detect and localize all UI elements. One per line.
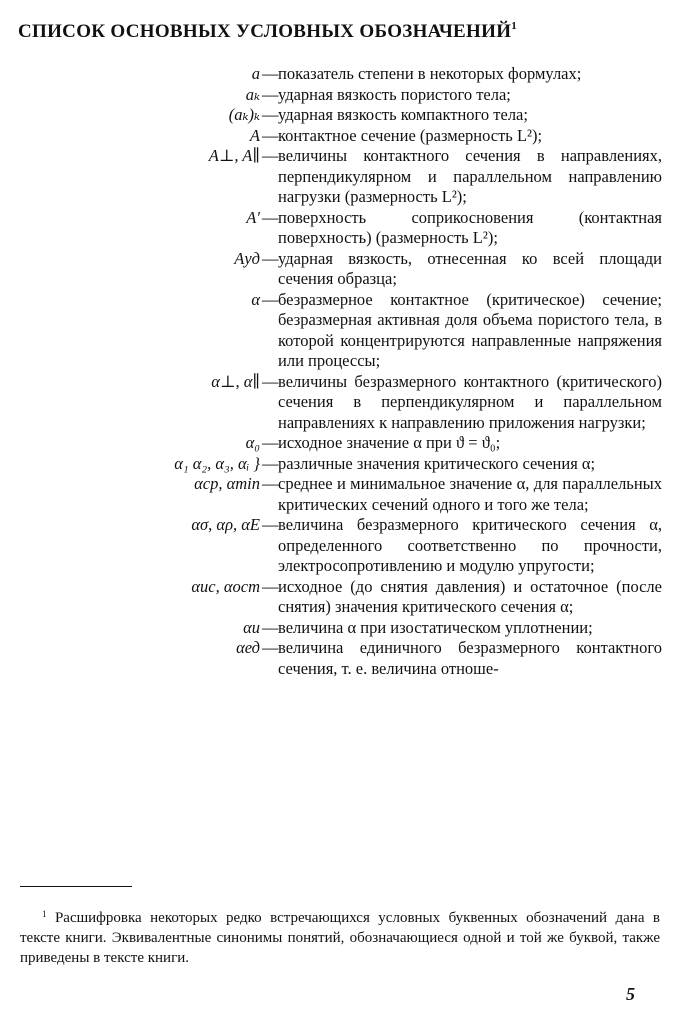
footnote-mark: 1: [42, 909, 47, 919]
entry-definition: величина безразмерного критического сечения α, определенного соответственно по прочности, электросопротивлению и модулю упругости;: [278, 515, 662, 575]
footnote-divider: [20, 886, 132, 887]
entry-definition: исходное (до снятия давления) и остаточное (после снятия) значения критического сечения α;: [278, 576, 662, 616]
entry-dash: —: [262, 207, 279, 227]
entry-symbol: A: [249, 125, 260, 145]
title-footnote-mark: 1: [511, 20, 518, 32]
list-item: [0, 433, 676, 454]
entry-dash: —: [262, 146, 279, 165]
list-item: [0, 126, 676, 147]
entry-dash: —: [262, 371, 279, 391]
entry-symbol: ασ, αρ, αE: [191, 515, 260, 534]
entry-dash: —: [262, 515, 279, 534]
entry-definition: ударная вязкость компактного тела;: [278, 105, 528, 124]
entry-symbol: α: [251, 289, 260, 309]
list-item: [0, 105, 676, 126]
list-item: [0, 618, 676, 639]
entry-definition: ударная вязкость, отнесенная ко всей площади сечения образца;: [278, 248, 662, 288]
entry-definition: величины контактного сечения в направлениях, перпендикулярном и параллельном направлению нагрузки (размерность L²);: [278, 146, 662, 206]
entry-symbol: α₀: [245, 433, 260, 452]
entry-definition: величина α при изостатическом уплотнении;: [278, 617, 593, 637]
list-item: [0, 290, 676, 372]
entry-symbol: αис, αост: [191, 576, 260, 596]
entry-dash: —: [262, 289, 279, 309]
list-item: [0, 454, 676, 475]
page-title: [18, 20, 578, 43]
entry-definition: различные значения критического сечения α;: [278, 453, 596, 473]
entry-symbol: A⊥, A∥: [208, 146, 260, 165]
list-item: [0, 638, 676, 679]
entry-definition: контактное сечение (размерность L²);: [278, 125, 543, 145]
list-item: [0, 146, 676, 208]
entry-dash: —: [262, 105, 279, 124]
entry-dash: —: [262, 248, 279, 268]
list-item: [0, 249, 676, 290]
page-number: 5: [626, 984, 635, 1004]
entry-symbol: Aуд: [234, 248, 260, 268]
list-item: [0, 474, 676, 515]
entry-definition: безразмерное контактное (критическое) сечение; безразмерная активная доля объема пористого тела, в которой концентрируются направленные напряжения или процессы;: [278, 289, 662, 370]
page-title-text: СПИСОК ОСНОВНЫХ УСЛОВНЫХ ОБОЗНАЧЕНИЙ: [18, 21, 512, 42]
entry-symbol: a: [251, 64, 260, 83]
entry-dash: —: [262, 125, 279, 145]
list-item: [0, 515, 676, 577]
list-item: [0, 64, 676, 85]
list-item: [0, 372, 676, 434]
list-item: [0, 208, 676, 249]
entry-symbol: αи: [243, 617, 260, 637]
footnote: [20, 904, 660, 968]
entry-dash: —: [262, 474, 279, 493]
symbol-list: [0, 64, 676, 679]
entry-symbol: αед: [236, 638, 260, 657]
entry-symbol: α₁ α₂, α₃, αᵢ }: [174, 453, 260, 473]
entry-dash: —: [262, 617, 279, 637]
entry-definition: величины безразмерного контактного (критического) сечения в перпендикулярном и параллельном направлениях к направлению приложения нагрузки;: [278, 371, 662, 432]
entry-symbol: αср, αmin: [194, 474, 260, 493]
list-item: [0, 577, 676, 618]
entry-dash: —: [262, 638, 279, 657]
entry-definition: поверхность соприкосновения (контактная поверхность) (размерность L²);: [278, 207, 662, 247]
entry-definition: ударная вязкость пористого тела;: [278, 84, 511, 104]
entry-symbol: α⊥, α∥: [211, 371, 260, 391]
footnote-text: Расшифровка некоторых редко встречающихся условных буквенных обозначений дана в тексте книги. Эквивалентные синонимы понятий, обозначающиеся одной и той же буквой, также приведены в тексте книги.: [20, 910, 660, 966]
entry-definition: величина единичного безразмерного контактного сечения, т. е. величина отноше-: [278, 638, 662, 678]
entry-dash: —: [262, 84, 279, 104]
entry-symbol: (aₖ)ₖ: [228, 105, 260, 124]
entry-dash: —: [262, 433, 279, 452]
entry-dash: —: [262, 576, 279, 596]
entry-dash: —: [262, 453, 279, 473]
entry-symbol: A′: [246, 207, 260, 227]
entry-definition: исходное значение α при ϑ = ϑ₀;: [278, 433, 501, 452]
entry-definition: показатель степени в некоторых формулах;: [278, 64, 582, 83]
list-item: [0, 85, 676, 106]
entry-symbol: aₖ: [245, 84, 260, 104]
entry-definition: среднее и минимальное значение α, для параллельных критических сечений одного и того же тела;: [278, 474, 662, 514]
entry-dash: —: [262, 64, 279, 83]
